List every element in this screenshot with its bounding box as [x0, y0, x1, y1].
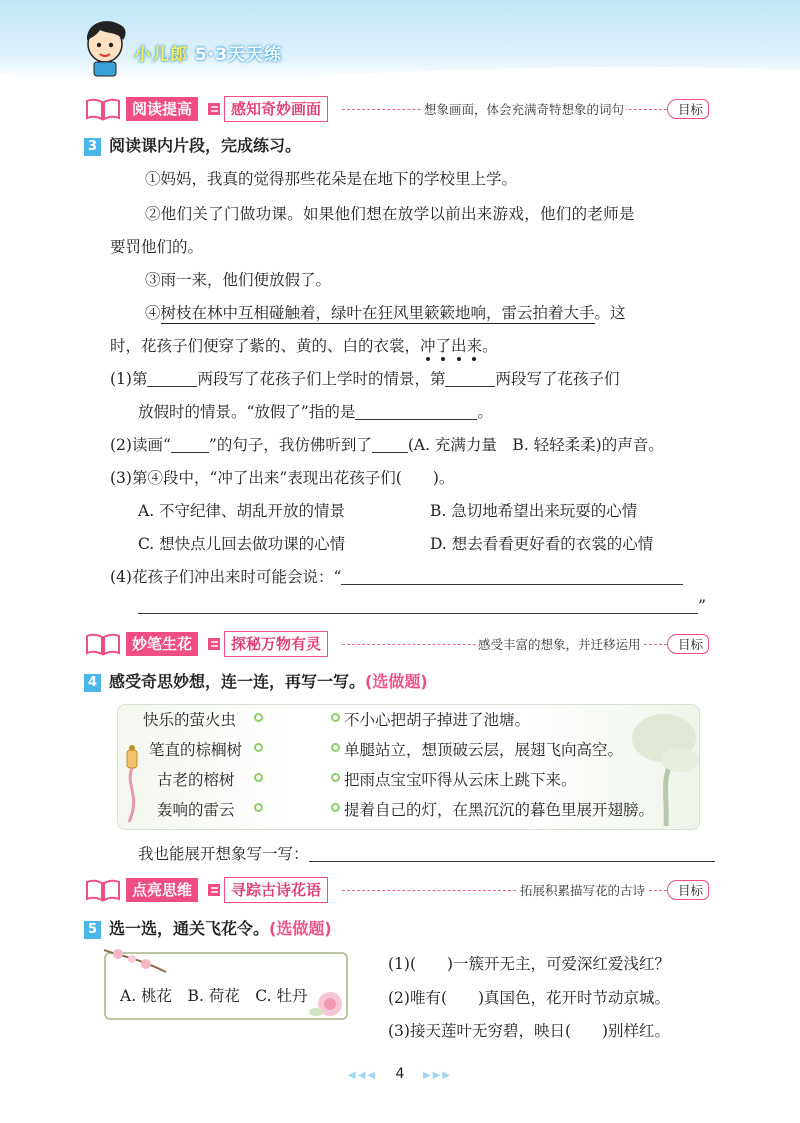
option-d[interactable]: D. 想去看看更好看的衣裳的心情: [430, 535, 654, 553]
passage-paragraph-4a: [145, 301, 626, 323]
subquestion-3: (3)第④段中，“冲了出来”表现出花孩子们( )。: [110, 469, 455, 487]
option-b[interactable]: B. 急切地希望出来玩耍的心情: [430, 502, 638, 520]
right-item: 单腿站立，想顶破云层，展翅飞向高空。: [344, 741, 624, 759]
text: 。: [477, 403, 493, 421]
text: (A. 充满力量 B. 轻轻柔柔)的声音。: [407, 436, 664, 454]
text: ”: [698, 597, 706, 615]
question-number: 5: [84, 921, 101, 939]
question-prompt: 选一选，通关飞花令。: [109, 919, 270, 938]
goal-badge: 目标: [667, 880, 709, 900]
question-prompt: 感受奇思妙想，连一连，再写一写。: [109, 672, 366, 691]
peony-flower-icon: [308, 982, 348, 1022]
right-connector-dot[interactable]: [331, 773, 340, 782]
arrow-icon: [208, 99, 222, 119]
poem-line-2: (2)唯有( )真国色，花开时节动京城。: [388, 989, 671, 1007]
lantern-decoration-icon: [119, 744, 149, 826]
matching-box: [117, 704, 700, 830]
arrow-icon: [208, 634, 222, 654]
option-c[interactable]: C. 想快点儿回去做功课的心情: [138, 535, 346, 553]
right-connector-dot[interactable]: [331, 803, 340, 812]
text: (4)花孩子们冲出来时可能会说：“: [110, 568, 342, 586]
para-text: 时，花孩子们便穿了紫的、黄的、白的衣裳，: [110, 337, 421, 355]
passage-paragraph-2a: ②他们关了门做功课。如果他们想在放学以前出来游戏，他们的老师是: [145, 205, 635, 223]
passage-paragraph-4b: [110, 334, 498, 356]
section-subtitle: 寻踪古诗花语: [224, 877, 328, 903]
question-number: 4: [84, 674, 101, 692]
brand-small: 小儿郎: [134, 45, 188, 65]
left-item: 古老的榕树: [157, 771, 235, 789]
dotted-char: 出: [451, 337, 467, 355]
option-a[interactable]: A. 不守纪律、胡乱开放的情景: [138, 502, 346, 520]
para-end: 。: [482, 337, 498, 355]
subquestion-1: [110, 367, 620, 389]
left-connector-dot[interactable]: [254, 803, 263, 812]
section-title: 阅读提高: [126, 97, 198, 121]
left-item: 快乐的萤火虫: [143, 711, 237, 729]
dotted-char: 冲: [420, 337, 436, 355]
optional-tag: (选做题): [269, 919, 332, 938]
section-desc: 拓展积累描写花的古诗: [520, 883, 646, 898]
question-4-header: [84, 669, 428, 692]
text: (2)读画“: [110, 436, 171, 454]
subquestion-4: [110, 565, 683, 587]
section-banner-reading: [84, 95, 709, 123]
optional-tag: (选做题): [365, 672, 428, 691]
passage-paragraph-3: ③雨一来，他们便放假了。: [145, 271, 332, 289]
goal-badge: 目标: [667, 99, 709, 119]
para-marker: ④: [145, 304, 161, 322]
answer-line[interactable]: [138, 596, 698, 614]
answer-line[interactable]: [309, 844, 715, 862]
subquestion-2: [110, 433, 664, 455]
arrow-icon: [208, 880, 222, 900]
blossom-branch-icon: [100, 944, 170, 978]
question-5-header: [84, 916, 332, 939]
answer-blank[interactable]: [355, 402, 477, 420]
choices-box: [104, 952, 348, 1020]
para-end: 。这: [594, 304, 626, 322]
text: 两段写了花孩子们上学时的情景，第: [197, 370, 446, 388]
left-connector-dot[interactable]: [254, 773, 263, 782]
passage-paragraph-2b: 要罚他们的。: [110, 238, 204, 256]
answer-blank[interactable]: [372, 435, 408, 453]
section-subtitle: 感知奇妙画面: [224, 96, 328, 122]
right-item: 把雨点宝宝吓得从云床上跳下来。: [344, 771, 577, 789]
right-connector-dot[interactable]: [331, 713, 340, 722]
open-book-icon: [84, 878, 122, 902]
answer-line[interactable]: [341, 567, 683, 585]
answer-blank[interactable]: [445, 369, 495, 387]
section-banner-thinking: [84, 876, 709, 904]
question-number: 3: [84, 138, 101, 156]
underlined-sentence: 树枝在林中互相碰触着，绿叶在狂风里簌簌地响，雷云拍着大手: [160, 304, 595, 322]
text: (1)第: [110, 370, 148, 388]
open-book-icon: [84, 97, 122, 121]
choices-text: A. 桃花 B. 荷花 C. 牡丹: [120, 987, 308, 1005]
answer-blank[interactable]: [171, 435, 209, 453]
question-3-header: [84, 133, 301, 156]
section-desc: 感受丰富的想象，并迁移运用: [478, 637, 641, 652]
text: 两段写了花孩子们: [495, 370, 620, 388]
poem-line-1: (1)( )一簇开无主，可爱深红爱浅红？: [388, 955, 671, 973]
text: 放假时的情景。“放假了”指的是: [138, 403, 356, 421]
dotted-char: 了: [435, 337, 452, 355]
text: ”的句子，我仿佛听到了: [208, 436, 372, 454]
page-number: 4: [395, 1066, 405, 1082]
text: 我也能展开想象写一写：: [138, 845, 309, 863]
left-item: 笔直的棕榈树: [149, 741, 243, 759]
boy-mascot-icon: [78, 16, 132, 78]
right-arrows-icon: ▶▶▶: [422, 1070, 452, 1081]
open-book-icon: [84, 632, 122, 656]
right-item: 提着自己的灯，在黑沉沉的暮色里展开翅膀。: [344, 801, 655, 819]
section-desc: 想象画面，体会充满奇特想象的词句: [424, 102, 625, 117]
section-subtitle: 探秘万物有灵: [224, 631, 328, 657]
answer-blank[interactable]: [147, 369, 197, 387]
section-title: 妙笔生花: [126, 632, 198, 656]
goal-badge: 目标: [667, 634, 709, 654]
subquestion-1-cont: [138, 400, 493, 422]
question-prompt: 阅读课内片段，完成练习。: [109, 136, 302, 155]
right-connector-dot[interactable]: [331, 743, 340, 752]
left-arrows-icon: ◀◀◀: [348, 1070, 378, 1081]
section-title: 点亮思维: [126, 878, 198, 902]
subquestion-4-cont: [138, 596, 706, 615]
left-connector-dot[interactable]: [254, 743, 263, 752]
page-footer: [0, 1066, 800, 1082]
dotted-char: 来: [466, 337, 483, 355]
left-connector-dot[interactable]: [254, 713, 263, 722]
brand-main: 5·3天天练: [194, 45, 283, 65]
section-banner-writing: [84, 630, 709, 658]
write-prompt: [138, 842, 715, 864]
brand-title: [134, 40, 282, 65]
left-item: 轰响的雷云: [157, 801, 235, 819]
passage-paragraph-1: ①妈妈，我真的觉得那些花朵是在地下的学校里上学。: [145, 170, 518, 188]
poem-line-3: (3)接天莲叶无穷碧，映日( )别样红。: [388, 1022, 671, 1040]
right-item: 不小心把胡子掉进了池塘。: [344, 711, 531, 729]
